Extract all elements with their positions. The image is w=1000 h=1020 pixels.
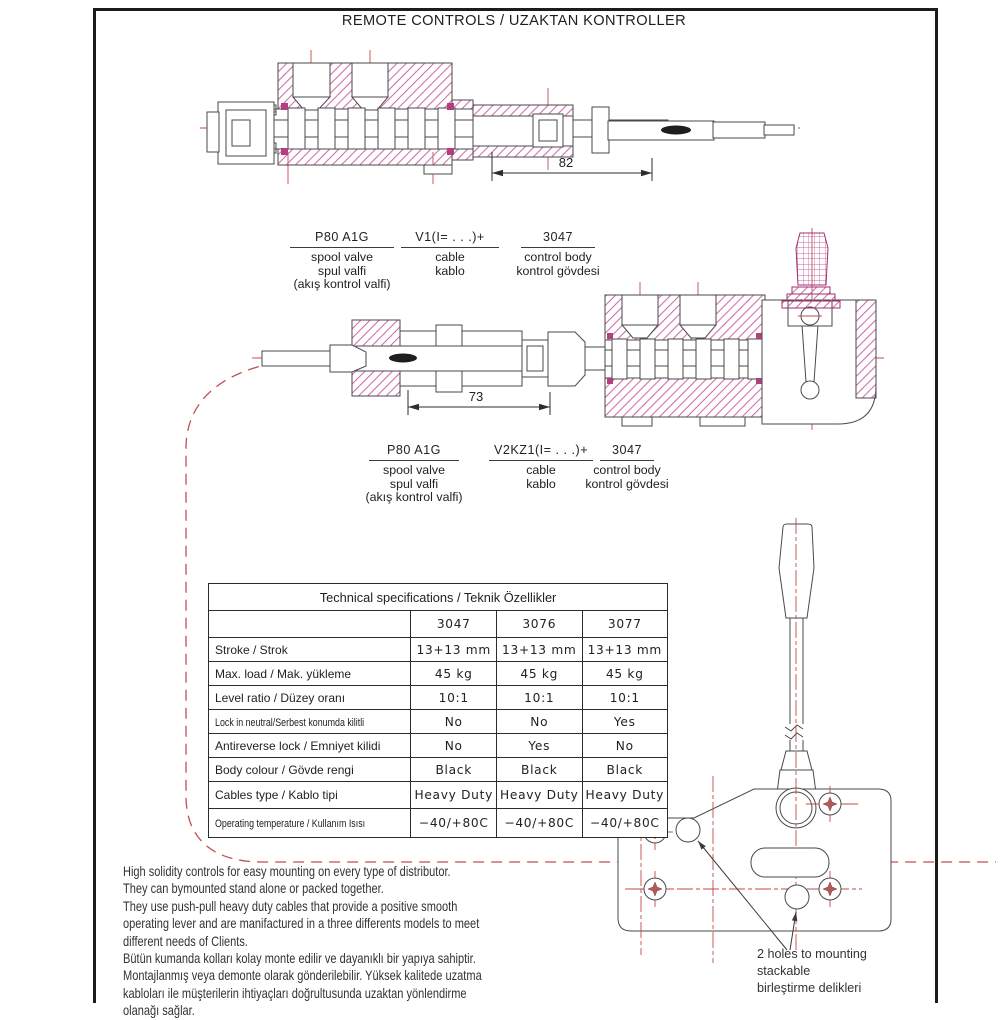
description-line: olanağı sağlar. xyxy=(123,1003,195,1019)
cell-value: No xyxy=(582,734,668,758)
cell-value: No xyxy=(411,710,497,734)
table-row xyxy=(209,758,668,782)
description-line: different needs of Clients. xyxy=(123,933,248,949)
page-title: REMOTE CONTROLS / UZAKTAN KONTROLLER xyxy=(341,13,687,29)
description-line: Bütün kumanda kolları kolay monte edilir ve dayanıklı bir yapıya sahiptir. xyxy=(123,951,476,967)
cell-value: −40/+80C xyxy=(582,809,668,838)
table-title-row xyxy=(209,584,668,611)
cell-value: 13+13 mm xyxy=(411,638,497,662)
row-label: Cables type / Kablo tipi xyxy=(209,782,411,809)
note-line: birleştirme delikleri xyxy=(757,981,862,995)
column-header: 3076 xyxy=(497,611,583,638)
cell-value: Yes xyxy=(497,734,583,758)
cell-value: −40/+80C xyxy=(497,809,583,838)
callout-valve1-body: 3047 control body kontrol gövdesi xyxy=(516,230,600,278)
cell-value: Heavy Duty xyxy=(497,782,583,809)
table-row xyxy=(209,638,668,662)
description-line: They use push-pull heavy duty cables that provide a positive smooth xyxy=(123,898,458,914)
callout-valve2-spool: P80 A1G spool valve spul valfi (akış kontrol valfi) xyxy=(365,443,463,505)
note-line: 2 holes to mounting xyxy=(757,947,867,961)
row-label: Level ratio / Düzey oranı xyxy=(209,686,411,710)
row-label: Body colour / Gövde rengi xyxy=(209,758,411,782)
cell-value: 10:1 xyxy=(582,686,668,710)
cell-value: 45 kg xyxy=(582,662,668,686)
table-row xyxy=(209,686,668,710)
cell-value: Yes xyxy=(582,710,668,734)
column-header: 3077 xyxy=(582,611,668,638)
table-row xyxy=(209,662,668,686)
description-line: kabloları ile müşterilerin ihtiyaçları doğrultusunda uzaktan yönlendirme xyxy=(123,985,467,1001)
cell-value: Black xyxy=(411,758,497,782)
table-row xyxy=(209,809,668,838)
cell-value: 45 kg xyxy=(411,662,497,686)
column-header: 3047 xyxy=(411,611,497,638)
description-line: Montajlanmış veya demonte olarak gönderilebilir. Yüksek kalitede uzatma xyxy=(123,968,482,984)
cell-value: 45 kg xyxy=(497,662,583,686)
callout-valve2-cable: V2KZ1(I= . . .)+ cable kablo xyxy=(479,444,603,491)
cable-code: V2KZ1(I= . . .)+ xyxy=(489,444,593,461)
row-label: Antireverse lock / Emniyet kilidi xyxy=(209,734,411,758)
row-label: Operating temperature / Kullanım Isısı xyxy=(209,809,411,838)
row-label: Stroke / Strok xyxy=(209,638,411,662)
cable-code: V1(I= . . .)+ xyxy=(401,231,499,248)
part-code: P80 A1G xyxy=(369,444,459,461)
spec-table xyxy=(208,583,668,838)
part-code: P80 A1G xyxy=(290,231,394,248)
cell-value: Heavy Duty xyxy=(582,782,668,809)
description xyxy=(123,863,482,1020)
callout-valve1-cable: V1(I= . . .)+ cable kablo xyxy=(388,231,512,278)
note-line: stackable xyxy=(757,964,811,978)
dim-73-text: 73 xyxy=(468,389,484,404)
table-header-row xyxy=(209,611,668,638)
cell-value: 10:1 xyxy=(411,686,497,710)
body-code: 3047 xyxy=(521,231,595,248)
callout-valve2-body: 3047 control body kontrol gövdesi xyxy=(585,443,669,491)
table-title: Technical specifications / Teknik Özellikler xyxy=(209,584,668,611)
dim-82-text: 82 xyxy=(558,155,574,170)
cell-value: 13+13 mm xyxy=(497,638,583,662)
cell-value: −40/+80C xyxy=(411,809,497,838)
row-label: Lock in neutral/Serbest konumda kilitli xyxy=(209,710,411,734)
cell-value: Black xyxy=(582,758,668,782)
mounting-note xyxy=(757,946,867,997)
description-line: operating lever and are manifactured in a three differents models to meet xyxy=(123,916,480,932)
page-border xyxy=(93,8,938,1003)
cell-value: Black xyxy=(497,758,583,782)
table-row xyxy=(209,782,668,809)
cell-value: Heavy Duty xyxy=(411,782,497,809)
callout-valve1-spool: P80 A1G spool valve spul valfi (akış kontrol valfi) xyxy=(280,231,404,292)
description-line: High solidity controls for easy mounting on every type of distributor. xyxy=(123,864,451,879)
table-row xyxy=(209,734,668,758)
row-label: Max. load / Mak. yükleme xyxy=(209,662,411,686)
cell-value: No xyxy=(411,734,497,758)
body-code: 3047 xyxy=(600,444,654,461)
cell-value: 10:1 xyxy=(497,686,583,710)
cell-value: No xyxy=(497,710,583,734)
table-row xyxy=(209,710,668,734)
cell-value: 13+13 mm xyxy=(582,638,668,662)
description-line: They can bymounted stand alone or packed together. xyxy=(123,881,384,897)
